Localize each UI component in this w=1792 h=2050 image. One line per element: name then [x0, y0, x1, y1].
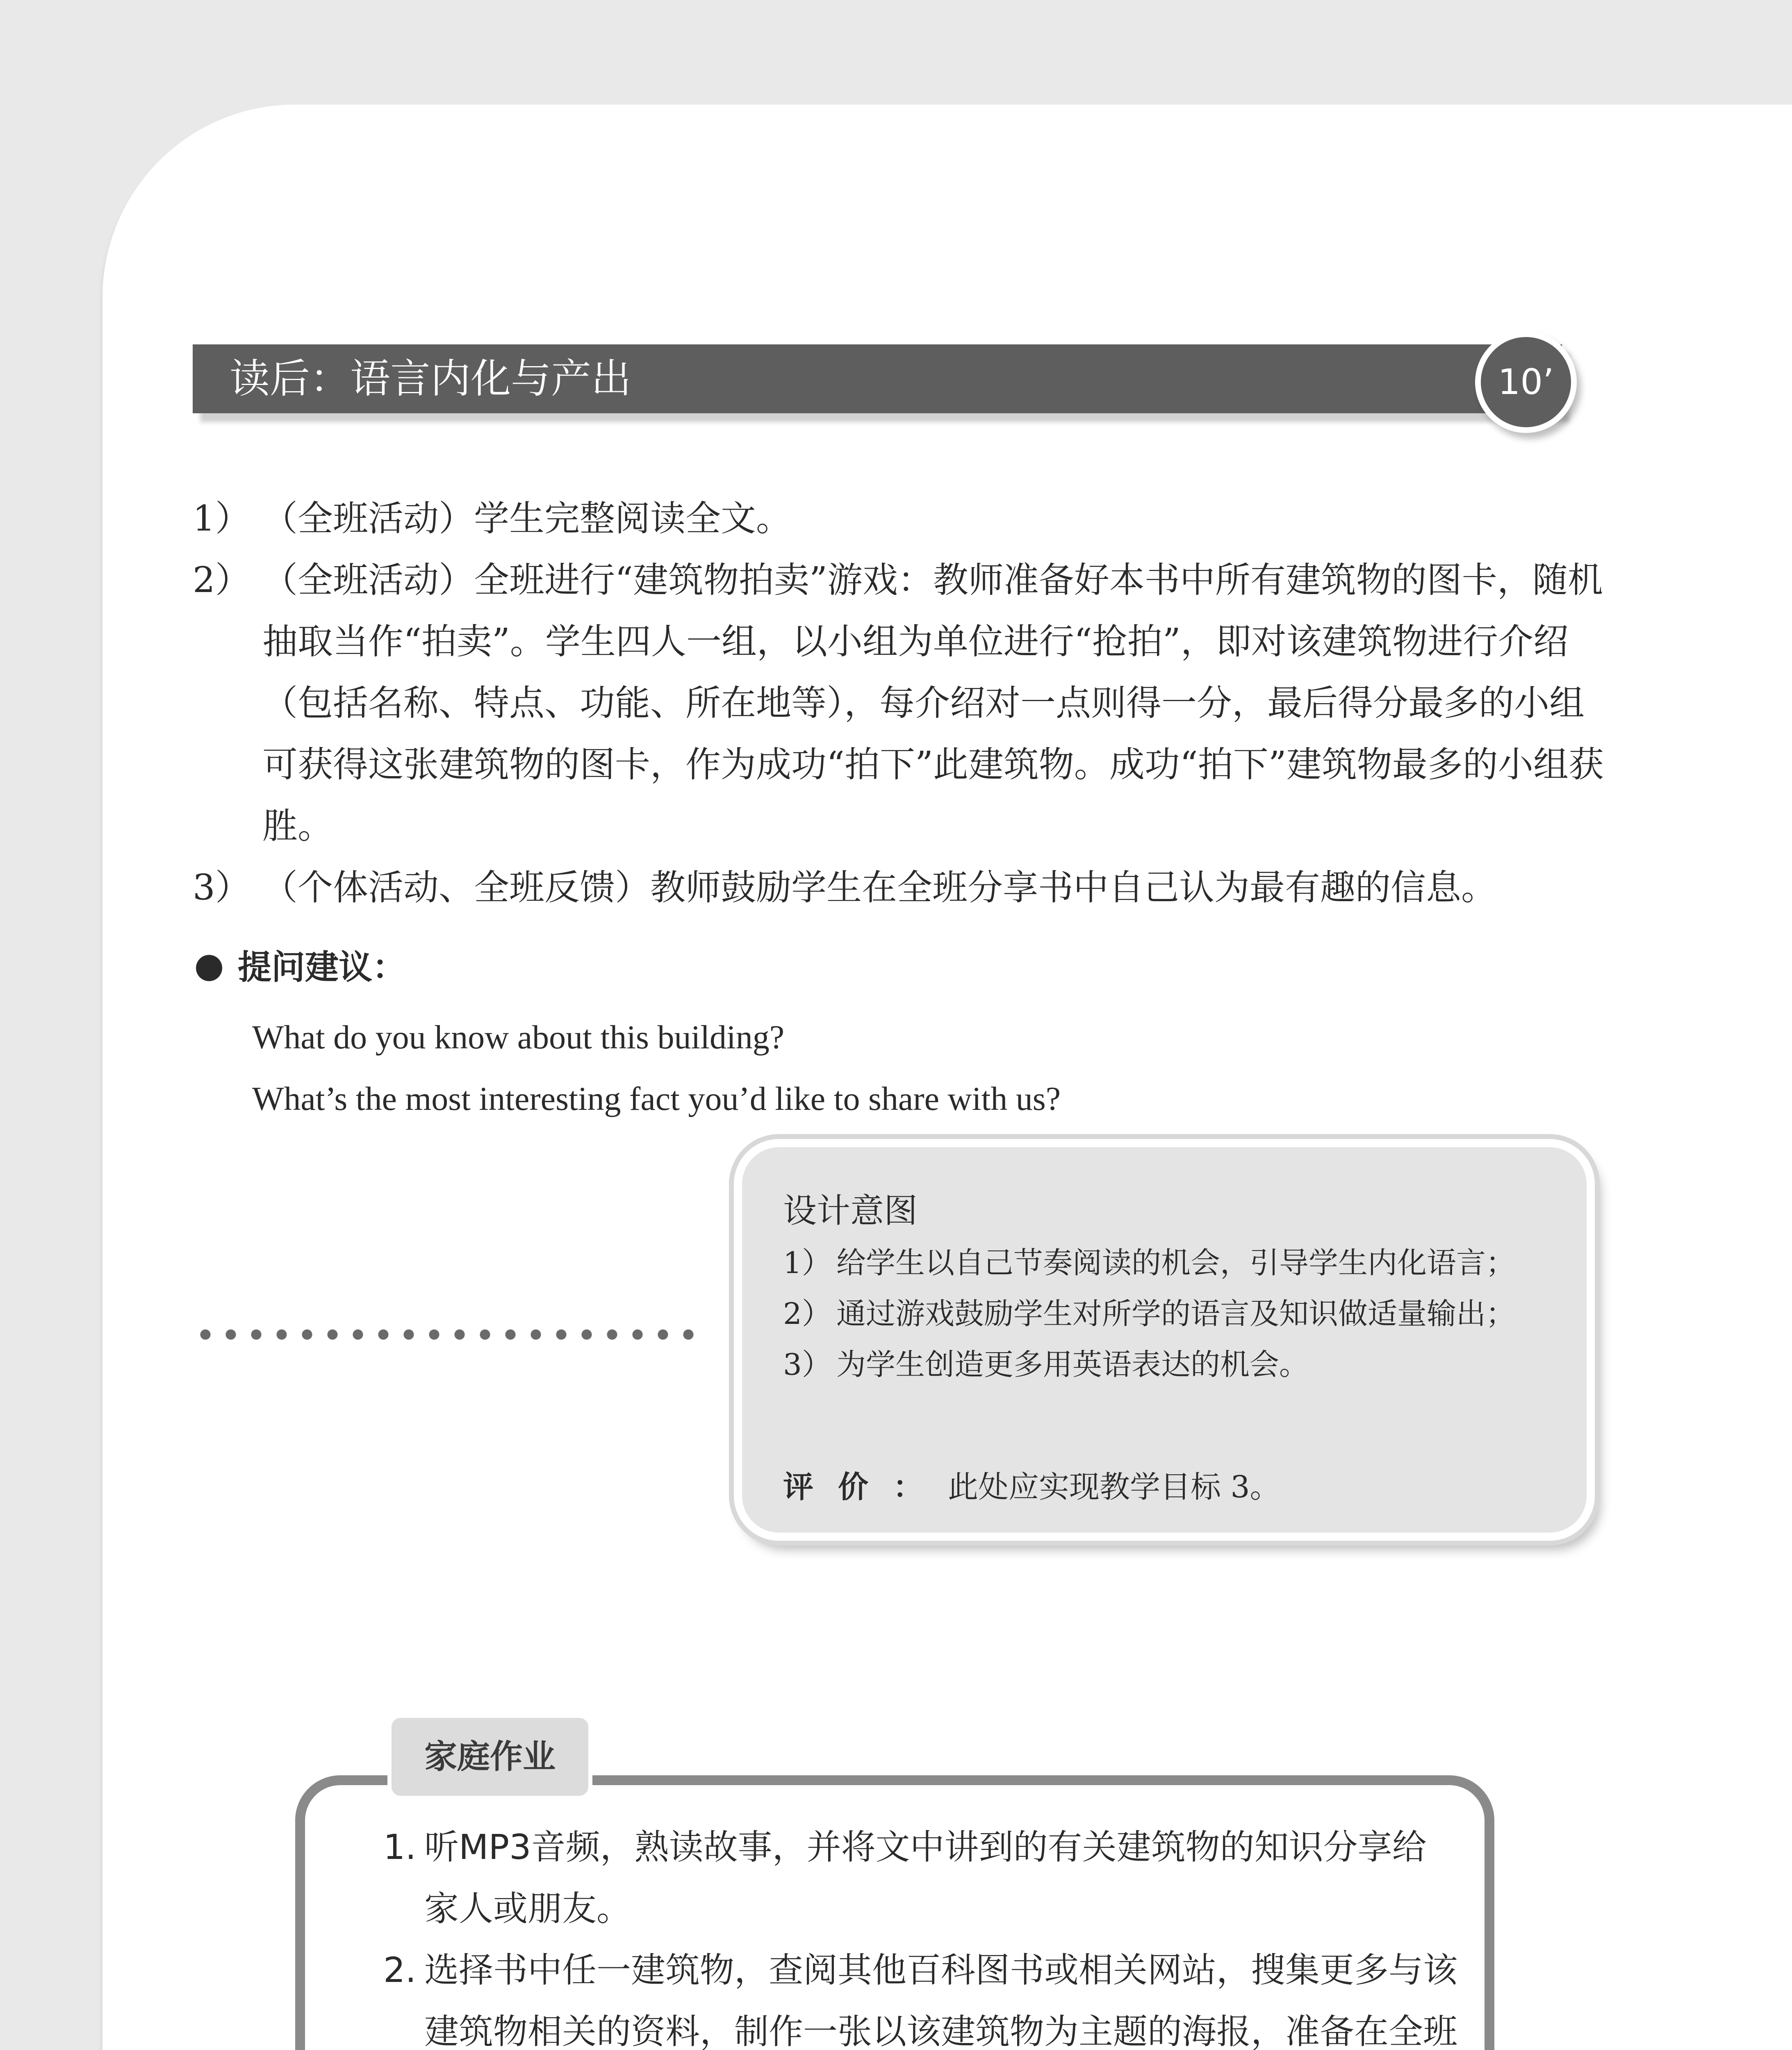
section-title: 读后：语言内化与产出 [230, 355, 632, 402]
step-item [193, 857, 1611, 918]
homework-list [383, 1816, 1457, 2050]
homework-item-number: 2. [383, 1950, 417, 1990]
evaluation-line [783, 1463, 1280, 1506]
step-text: （全班活动）全班进行“建筑物拍卖”游戏：教师准备好本书中所有建筑物的图卡，随机抽取当作“拍卖”。学生四人一组，以小组为单位进行“抢拍”，即对该建筑物进行介绍（包括名称、特点、功能、所在地等），每介绍对一点则得一分，最后得分最多的小组可获得这张建筑物的图卡，作为成功“拍下”此建筑物。成功“拍下”建筑物最多的小组获胜。 [262, 560, 1604, 847]
step-number: 3） [193, 867, 250, 908]
step-item [193, 488, 1611, 549]
evaluation-text: 此处应实现教学目标 3。 [948, 1469, 1280, 1505]
design-item-number: 2） [783, 1296, 831, 1331]
design-item [783, 1339, 1554, 1390]
design-item-number: 1） [783, 1246, 831, 1280]
question-list [252, 1007, 1061, 1130]
design-item [783, 1237, 1554, 1288]
question-line: What do you know about this building? [252, 1018, 785, 1056]
design-intent-box [734, 1139, 1595, 1541]
questions-heading-label: 提问建议： [238, 948, 406, 987]
questions-heading [196, 943, 406, 992]
design-title: 设计意图 [783, 1191, 918, 1230]
homework-item-text: 听MP3音频，熟读故事，并将文中讲到的有关建筑物的知识分享给家人或朋友。 [424, 1827, 1427, 1929]
homework-item [383, 1939, 1457, 2050]
design-item-text: 通过游戏鼓励学生对所学的语言及知识做适量输出； [836, 1296, 1516, 1331]
design-item-number: 3） [783, 1347, 831, 1382]
time-badge: 10’ [1475, 331, 1577, 433]
dotted-leader [193, 1328, 701, 1341]
step-number: 1） [193, 498, 250, 539]
step-text: （个体活动、全班反馈）教师鼓励学生在全班分享书中自己认为最有趣的信息。 [262, 867, 1496, 908]
bullet-icon [196, 955, 222, 981]
design-item-text: 为学生创造更多用英语表达的机会。 [836, 1347, 1309, 1382]
activity-steps [193, 488, 1611, 918]
step-text: （全班活动）学生完整阅读全文。 [262, 498, 791, 539]
section-header-bar [193, 344, 1562, 413]
homework-tab: 家庭作业 [392, 1718, 588, 1796]
question-line: What’s the most interesting fact you’d like to share with us? [252, 1080, 1061, 1117]
homework-item-text: 选择书中任一建筑物，查阅其他百科图书或相关网站，搜集更多与该建筑物相关的资料，制作一张以该建筑物为主题的海报，准备在全班 [424, 1950, 1458, 2050]
step-number: 2） [193, 560, 250, 601]
homework-item [383, 1816, 1457, 1939]
design-item [783, 1288, 1554, 1339]
design-item-text: 给学生以自己节奏阅读的机会，引导学生内化语言； [836, 1246, 1516, 1280]
design-list [783, 1237, 1554, 1390]
evaluation-label: 评价： [783, 1469, 948, 1505]
homework-item-number: 1. [383, 1827, 417, 1867]
step-item [193, 549, 1611, 857]
